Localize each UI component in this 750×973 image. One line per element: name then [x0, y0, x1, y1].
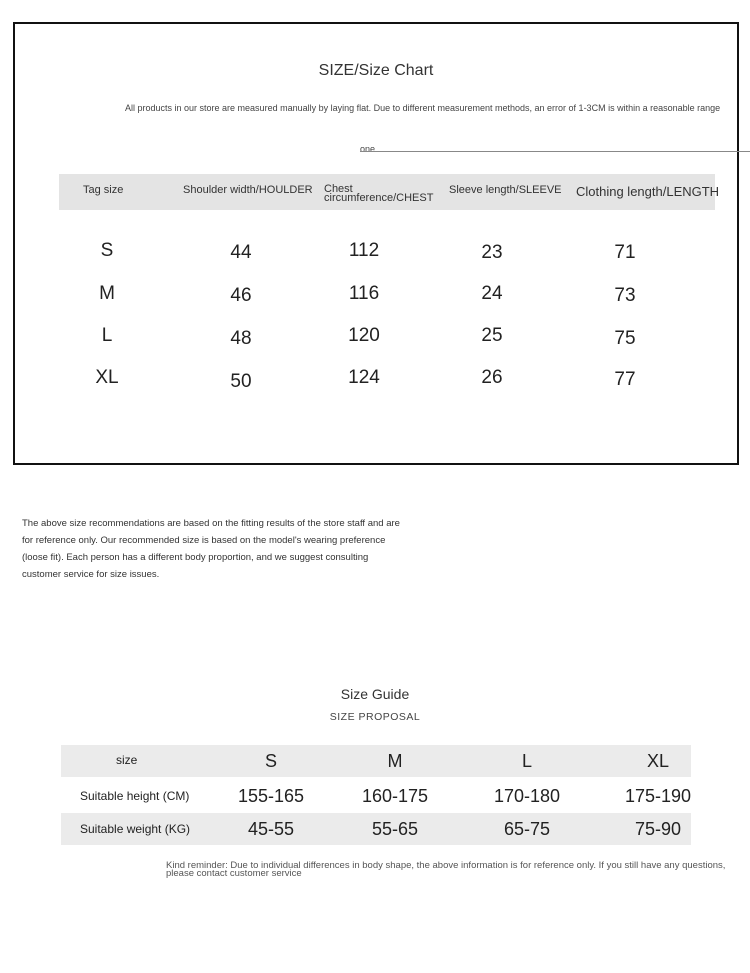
size-guide-subtitle: SIZE PROPOSAL [329, 711, 421, 723]
header-size-xl: XL [646, 751, 670, 771]
header-size-s: S [264, 751, 277, 771]
weight-s: 45-55 [247, 819, 295, 839]
cell-sleeve: 26 [481, 367, 503, 388]
table-row [61, 813, 691, 845]
header-tag-size: Tag size [83, 184, 124, 196]
measurement-note: All products in our store are measured manually by laying flat. Due to different measurement methods, an error of 1-3CM is within a reasonable range [125, 103, 721, 113]
size-chart-title: SIZE/Size Chart [318, 62, 434, 79]
size-guide-header [61, 745, 691, 777]
cell-length: 77 [614, 369, 636, 390]
table-row [15, 325, 737, 355]
row-label-weight: Suitable weight (KG) [80, 822, 191, 836]
size-recommendation-text: The above size recommendations are based on the fitting results of the store staff and are for reference only. Our recommended size is based on the model's wearing preference (loose fit). Each person has a different body proportion, and we suggest consulting customer service for size issues. [22, 518, 400, 580]
cell-sleeve: 25 [481, 325, 503, 346]
header-sleeve: Sleeve length/SLEEVE [449, 184, 562, 196]
cell-length: 73 [614, 285, 636, 306]
table-row [15, 283, 737, 313]
header-chest: Chest circumference/CHEST [324, 183, 434, 204]
cell-sleeve: 24 [481, 283, 503, 304]
cell-chest: 116 [348, 283, 380, 304]
table-row [15, 240, 737, 270]
cell-length: 75 [614, 328, 636, 349]
header-shoulder: Shoulder width/HOULDER [183, 184, 313, 196]
cell-shoulder: 46 [230, 285, 252, 306]
cell-shoulder: 48 [230, 328, 252, 349]
cell-shoulder: 50 [230, 371, 252, 392]
header-length: Clothing length/LENGTH [576, 184, 720, 199]
weight-xl: 75-90 [634, 819, 682, 839]
one-label: one [360, 144, 376, 154]
height-m: 160-175 [361, 786, 429, 806]
divider-line [360, 151, 750, 152]
weight-m: 55-65 [371, 819, 419, 839]
cell-size: XL [95, 367, 119, 388]
header-size-label: size [116, 753, 138, 767]
cell-size: S [100, 240, 114, 261]
table-row [61, 780, 691, 812]
table-row [15, 367, 737, 397]
cell-shoulder: 44 [230, 242, 252, 263]
size-chart-box [13, 22, 739, 465]
header-size-m: M [387, 751, 403, 771]
header-size-l: L [521, 751, 532, 771]
cell-chest: 120 [348, 325, 380, 346]
height-xl: 175-190 [624, 786, 692, 806]
height-s: 155-165 [237, 786, 305, 806]
cell-length: 71 [614, 242, 636, 263]
cell-size: L [101, 325, 113, 346]
height-l: 170-180 [493, 786, 561, 806]
cell-chest: 124 [348, 367, 380, 388]
size-guide-title: Size Guide [340, 686, 410, 702]
kind-reminder-text: Kind reminder: Due to individual differences in body shape, the above information is for reference only. If you still have any questions, please contact customer service [166, 860, 726, 879]
weight-l: 65-75 [503, 819, 551, 839]
size-chart-header [59, 174, 720, 210]
cell-size: M [99, 283, 115, 304]
cell-chest: 112 [348, 240, 380, 261]
cell-sleeve: 23 [481, 242, 503, 263]
row-label-height: Suitable height (CM) [80, 789, 190, 803]
